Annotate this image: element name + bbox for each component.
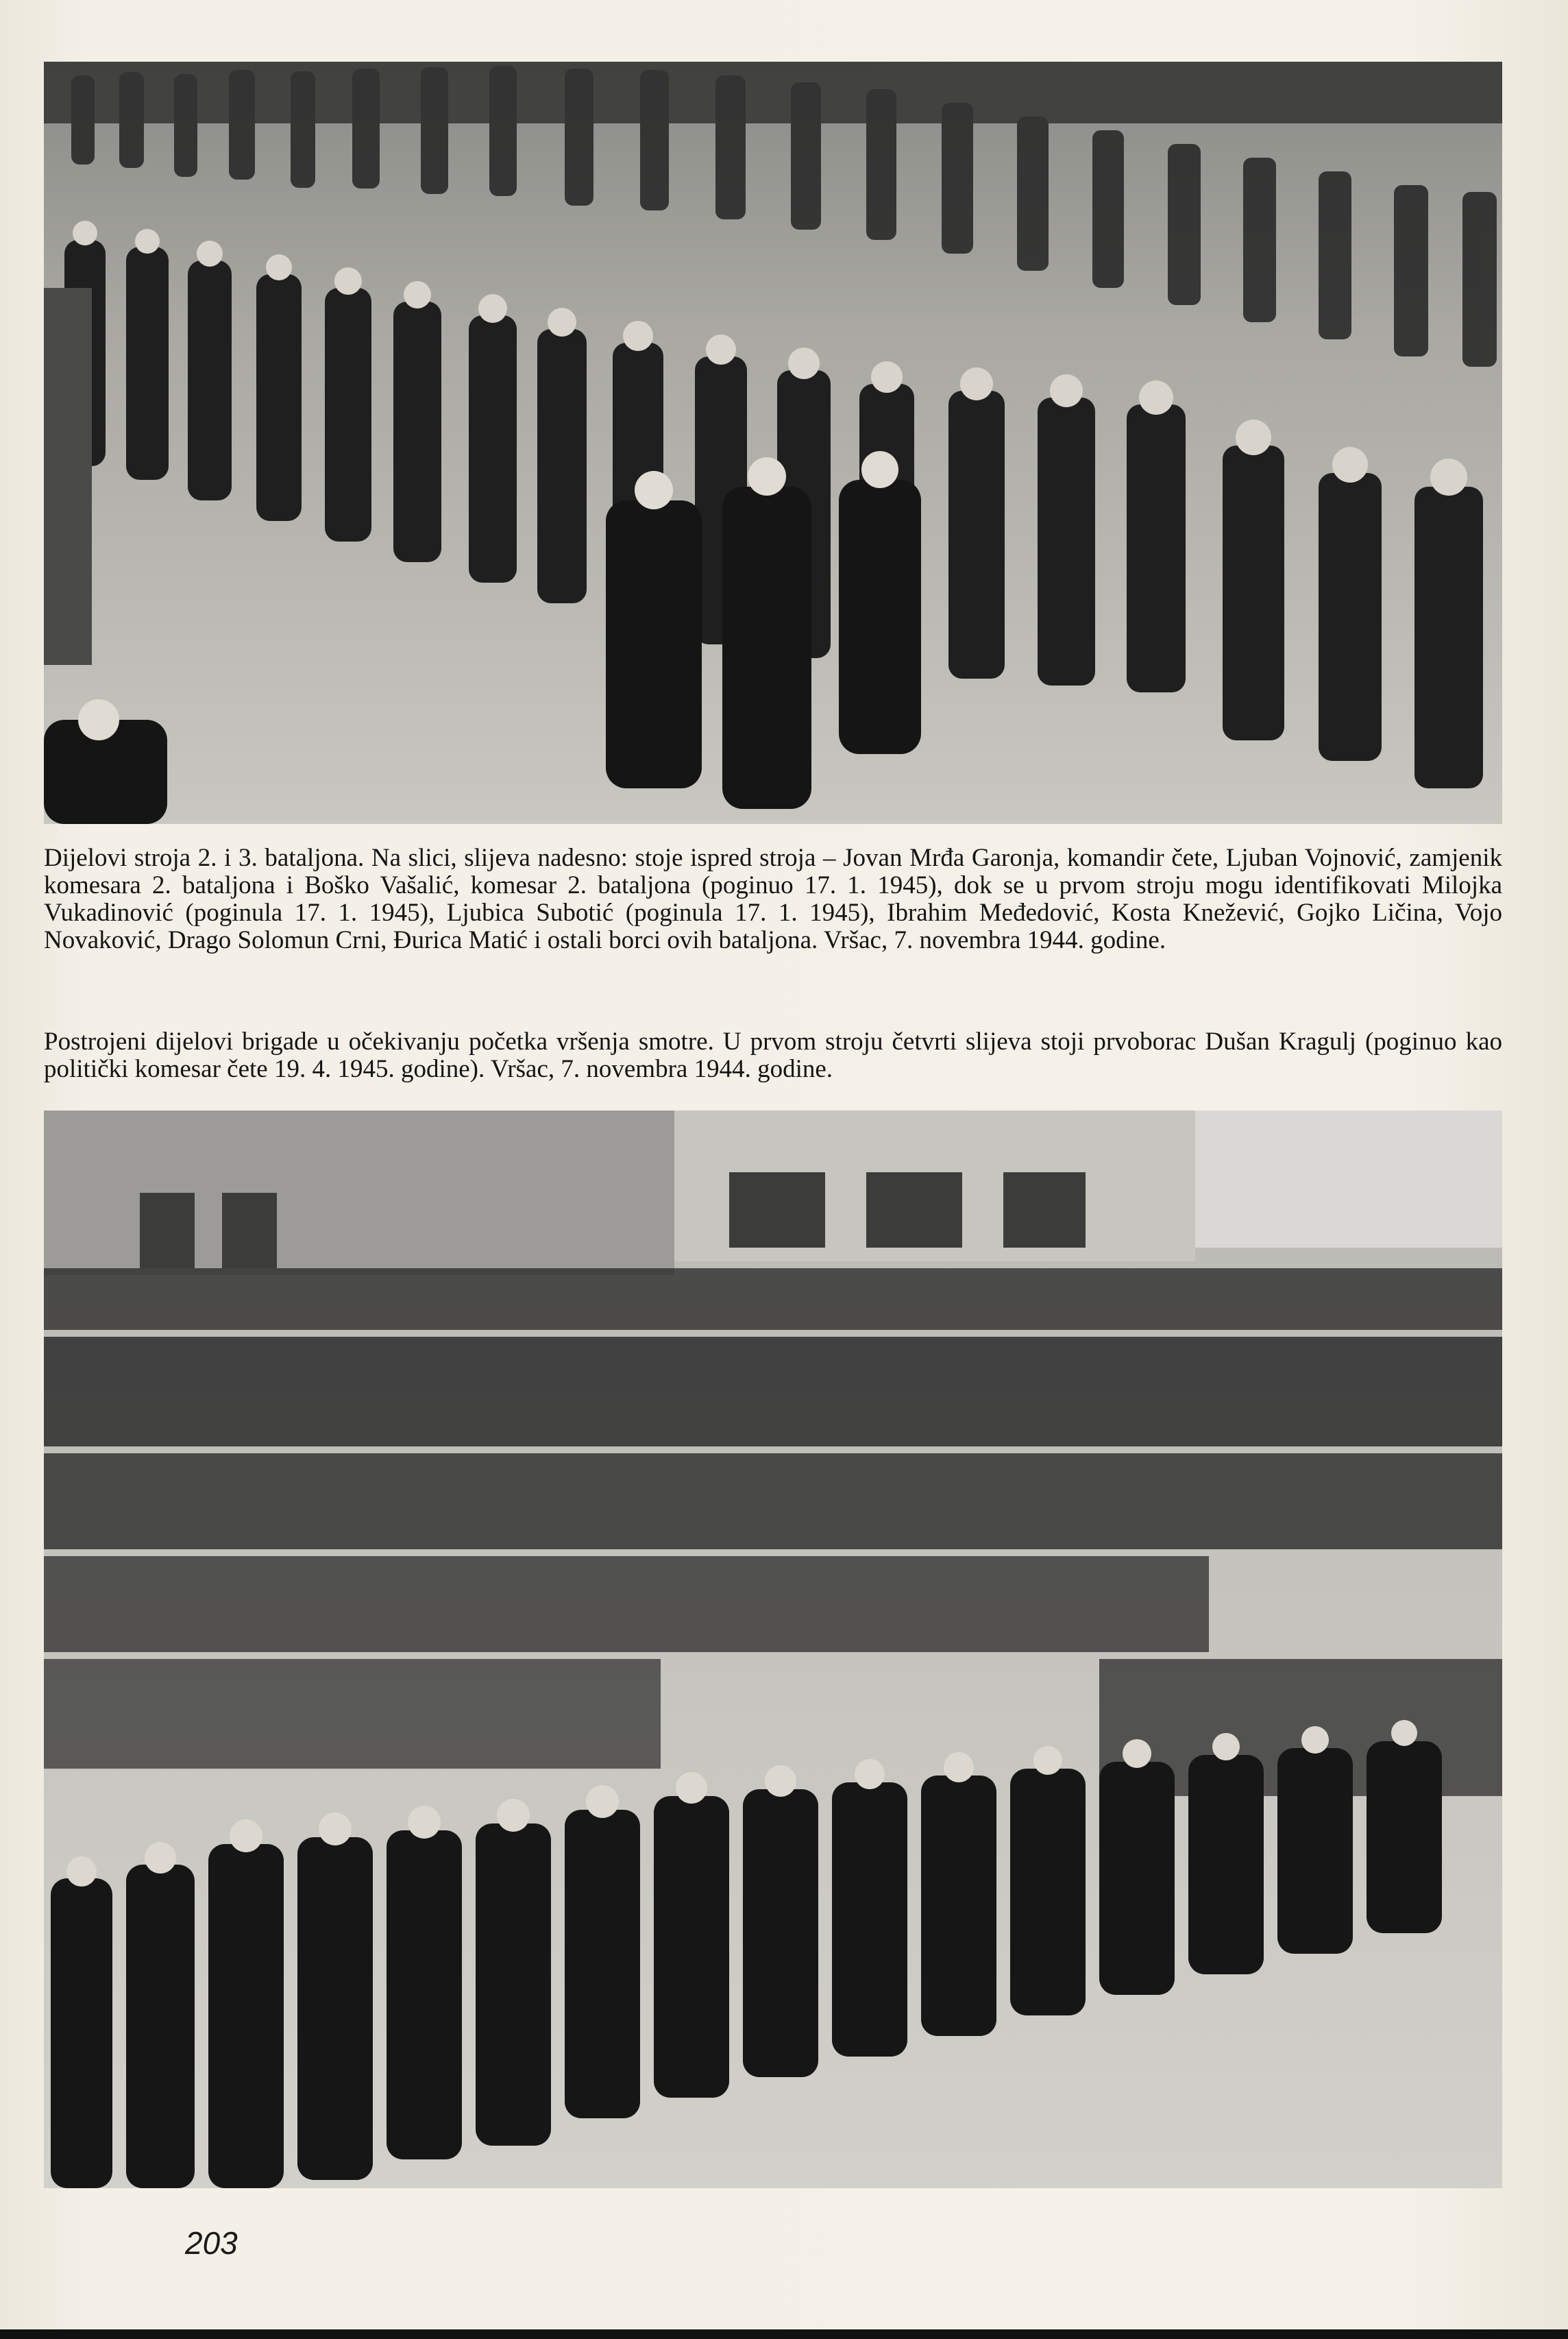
page-number: 203 bbox=[185, 2225, 238, 2261]
photo-battalion-ranks bbox=[44, 62, 1502, 824]
scan-bottom-edge bbox=[0, 2329, 1568, 2339]
photo-brigade-review bbox=[44, 1111, 1502, 2188]
photo-brigade-review-image bbox=[44, 1111, 1502, 2188]
photo-battalion-ranks-image bbox=[44, 62, 1502, 824]
caption-bottom-photo: Postrojeni dijelovi brigade u očekivanju početka vršenja smotre. U prvom stroju četvrti slijeva stoji prvoborac Dušan Kragulj (poginuo kao politički komesar čete 19. 4. 1945. godine). Vršac, 7. novembra 1944. godine. bbox=[44, 1028, 1502, 1083]
caption-top-photo: Dijelovi stroja 2. i 3. bataljona. Na slici, slijeva nadesno: stoje ispred stroja – Jovan Mrđa Garonja, komandir čete, Ljuban Vojnović, zamjenik komesara 2. bataljona i Boško Vašalić, komesar 2. bataljona (poginuo 17. 1. 1945), dok se u prvom stroju mogu identifikovati Milojka Vukadinović (poginula 17. 1. 1945), Ljubica Subotić (poginula 17. 1. 1945), Ibrahim Međedović, Kosta Knežević, Gojko Ličina, Vojo Novaković, Drago Solomun Crni, Đurica Matić i ostali borci ovih bataljona. Vršac, 7. novembra 1944. godine. bbox=[44, 844, 1502, 954]
